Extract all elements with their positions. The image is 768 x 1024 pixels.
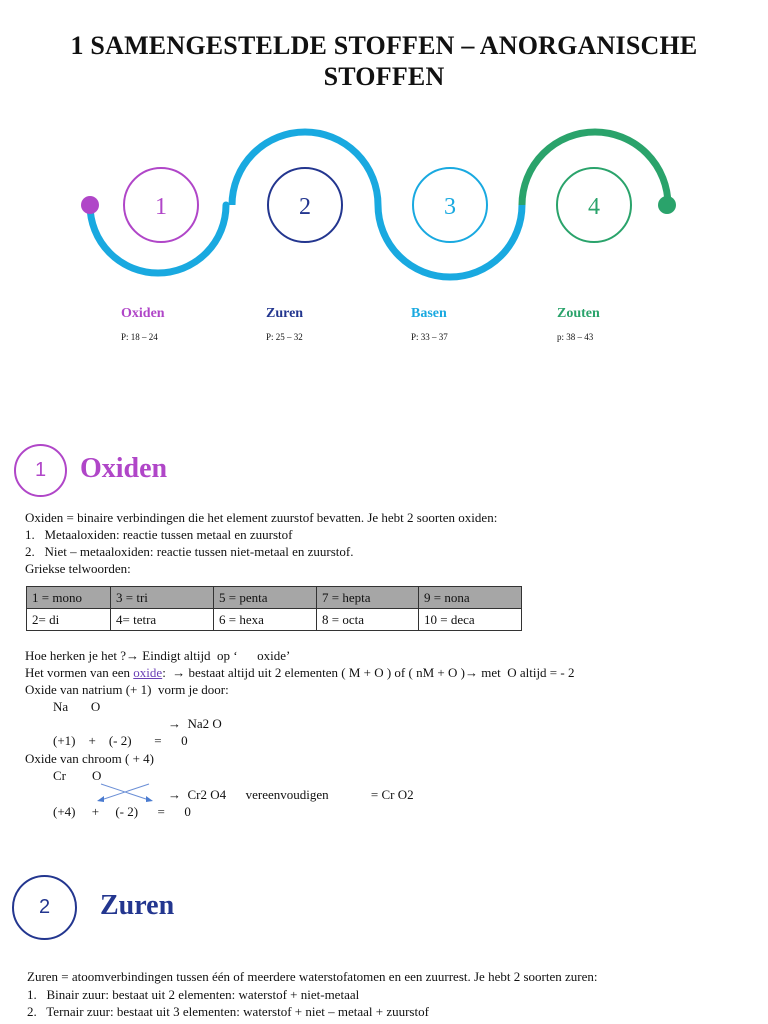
timeline-step-4-number: 4 <box>588 194 600 220</box>
oxiden-list-item-1: 1. Metaaloxiden: reactie tussen metaal en zuurstof <box>25 527 293 542</box>
zuren-list-item-2: 2. Ternair zuur: bestaat uit 3 elementen: waterstof + niet – metaal + zuurstof <box>27 1004 429 1019</box>
section-zuren-number: 2 <box>12 875 77 940</box>
cross-arrows-icon <box>95 780 155 804</box>
chroom-charges: (+4) + (- 2) = 0 <box>53 804 191 819</box>
natrium-symbols: Na O <box>53 699 101 714</box>
timeline-step-1-number: 1 <box>155 194 167 220</box>
timeline-diagram <box>0 120 768 300</box>
herkennen-text: Hoe herken je het ?→ Eindigt altijd op ‘ oxide’ <box>25 648 291 663</box>
timeline-pages-zouten: p: 38 – 43 <box>557 332 594 342</box>
table-cell: 5 = penta <box>214 587 317 609</box>
vormen-text <box>25 664 574 681</box>
vormen-text-post: : → bestaat altijd uit 2 elementen ( M + O ) of ( nM + O )→ met O altijd = - 2 <box>162 665 575 680</box>
table-cell: 9 = nona <box>419 587 522 609</box>
timeline-label-zuren: Zuren <box>266 306 304 321</box>
natrium-title: Oxide van natrium (+ 1) vorm je door: <box>25 682 229 697</box>
timeline-pages-zuren: P: 25 – 32 <box>266 332 303 342</box>
timeline-start-dot <box>81 196 99 214</box>
table-cell: 10 = deca <box>419 609 522 631</box>
zuren-list-item-1: 1. Binair zuur: bestaat uit 2 elementen: waterstof + niet-metaal <box>27 987 360 1002</box>
table-cell: 3 = tri <box>111 587 214 609</box>
section-zuren-title: Zuren <box>100 890 175 921</box>
timeline-step-4 <box>557 168 631 242</box>
timeline-step-2 <box>268 168 342 242</box>
griekse-telwoorden-table <box>26 586 522 631</box>
chroom-result: → Cr2 O4 vereenvoudigen = Cr O2 <box>168 787 414 802</box>
timeline-label-basen: Basen <box>411 306 447 321</box>
natrium-charges: (+1) + (- 2) = 0 <box>53 733 188 748</box>
page-title <box>20 30 748 92</box>
page-title-line-2: STOFFEN <box>323 62 445 91</box>
section-oxiden-title: Oxiden <box>80 453 168 484</box>
griekse-telwoorden-label: Griekse telwoorden: <box>25 561 131 576</box>
oxiden-list-item-2: 2. Niet – metaaloxiden: reactie tussen niet-metaal en zuurstof. <box>25 544 354 559</box>
timeline-step-2-number: 2 <box>299 194 311 220</box>
section-oxiden-number: 1 <box>14 444 67 497</box>
timeline-label-oxiden: Oxiden <box>121 306 165 321</box>
timeline-step-3-number: 3 <box>444 194 456 220</box>
table-cell: 2= di <box>27 609 111 631</box>
natrium-result: → Na2 O <box>168 716 222 731</box>
vormen-text-pre: Het vormen van een <box>25 665 134 680</box>
timeline-end-dot <box>658 196 676 214</box>
table-cell: 7 = hepta <box>317 587 419 609</box>
table-cell: 4= tetra <box>111 609 214 631</box>
table-cell: 1 = mono <box>27 587 111 609</box>
table-row <box>27 609 522 631</box>
chroom-title: Oxide van chroom ( + 4) <box>25 751 154 766</box>
timeline-pages-basen: P: 33 – 37 <box>411 332 448 342</box>
timeline-step-1 <box>124 168 198 242</box>
chroom-symbols: Cr O <box>53 768 102 783</box>
timeline-step-3 <box>413 168 487 242</box>
table-cell: 6 = hexa <box>214 609 317 631</box>
oxiden-intro: Oxiden = binaire verbindingen die het element zuurstof bevatten. Je hebt 2 soorten oxiden: <box>25 510 498 525</box>
oxide-link[interactable]: oxide <box>133 665 163 680</box>
zuren-intro: Zuren = atoomverbindingen tussen één of meerdere waterstofatomen en een zuurrest. Je hebt 2 soorten zuren: <box>27 969 598 984</box>
page-title-line-1: 1 SAMENGESTELDE STOFFEN – ANORGANISCHE <box>70 31 698 60</box>
timeline-pages-oxiden: P: 18 – 24 <box>121 332 158 342</box>
table-row <box>27 587 522 609</box>
table-cell: 8 = octa <box>317 609 419 631</box>
timeline-label-zouten: Zouten <box>557 306 600 321</box>
